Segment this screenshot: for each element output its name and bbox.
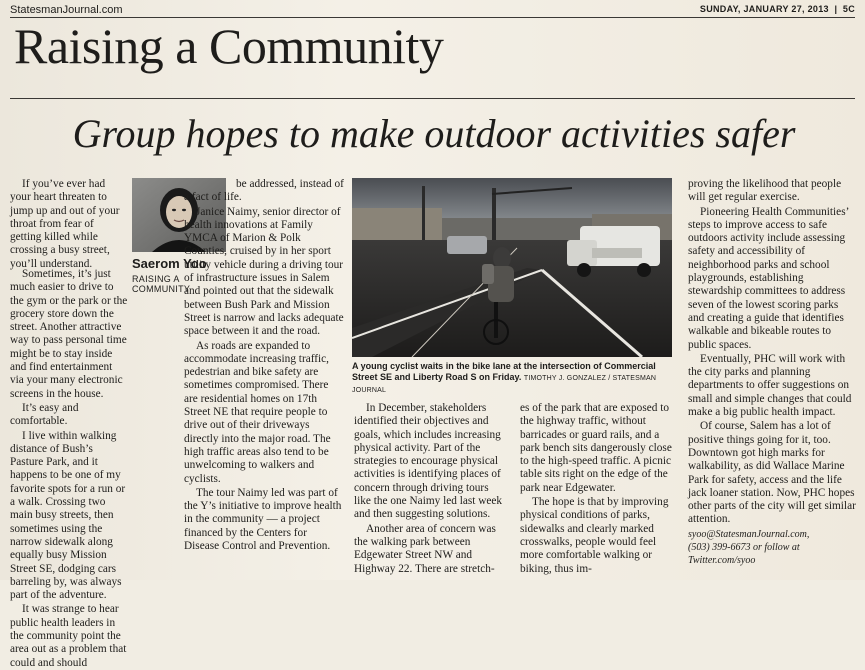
- caption-text: A young cyclist waits in the bike lane at the intersection of Commercial Street SE and Liberty Road S on Friday.: [352, 361, 656, 382]
- paragraph: Eventually, PHC will work with the city parks and planning departments to offer suggestions on small and simple changes that could make a big public health impact.: [688, 352, 852, 419]
- paragraph: I live within walking distance of Bush’s Pasture Park, and it happens to be one of my favorite spots for a run or a walk. Crossing two main busy streets, then sometimes using the narrow sidewalk along equally busy Mission Street SE, dodging cars barreling by, was always part of the adventure.: [10, 429, 126, 602]
- paragraph: As roads are expanded to accommodate increasing traffic, pedestrian and bike safety are sometimes compromised. There are residential homes on 17th Street NE that require people to drive out of their driveways directly into the major road. The high traffic areas also tend to be unwelcoming to walkers and cyclists.: [184, 339, 331, 485]
- author-tagline-line: COMMUNITY: [132, 284, 191, 294]
- column-3: [354, 402, 506, 576]
- column-1-top: [10, 178, 125, 271]
- paragraph: It was strange to hear public health leaders in the community point the area out as a problem that could and should: [10, 603, 127, 669]
- dateline: SUNDAY, JANUARY 27, 2013: [699, 4, 829, 14]
- column-1-continued: [10, 268, 128, 670]
- paragraph: The tour Naimy led was part of the Y’s initiative to improve health in the community — a project financed by the Centers for Disease Control and Prevention.: [184, 486, 342, 553]
- masthead-site: StatesmanJournal.com: [10, 4, 123, 16]
- paragraph: In December, stakeholders identified their objectives and goals, which includes increasing physical activity. Part of the strategies to encourage physical activities is identifying places of concern through driving tours like the one Naimy led last week and then suggesting solutions.: [354, 402, 503, 521]
- paragraph: The hope is that by improving physical conditions of parks, sidewalks and clearly marked crosswalks, people would feel more comfortable walking or biking, thus im-: [520, 496, 669, 575]
- paragraph: It’s easy and comfortable.: [10, 401, 79, 428]
- dateline-separator: |: [831, 4, 841, 14]
- paragraph: Of course, Salem has a lot of positive things going for it, too. Downtown got high marks for walkability, as did Wallace Marine Park for safety, access and the life jack loaner station. Now, PHC hopes other parts of the city will get similar attention.: [688, 420, 856, 526]
- author-contact: [688, 528, 856, 567]
- section-title: Raising a Community: [14, 18, 444, 74]
- paragraph: Pioneering Health Communities’ steps to improve access to safe outdoors activity include assessing safety and accessibility of neighborhood parks and school playgrounds, establishing stewardship committees to address seven of the lowest scoring parks and creating a guide that identifies walkable and bikeable routes to public spaces.: [688, 205, 849, 351]
- masthead-dateline: [700, 4, 855, 14]
- contact-email: syoo@StatesmanJournal.com,: [688, 529, 810, 540]
- column-4: [520, 402, 676, 576]
- paragraph: Another area of concern was the walking park between Edgewater Street NW and Highway 22. There are stretch-: [354, 522, 496, 575]
- contact-phone: (503) 399-6673 or follow at: [688, 542, 800, 553]
- photo-credit: TIMOTHY J. GONZALEZ / STATESMAN JOURNAL: [352, 375, 657, 394]
- paragraph: If you’ve ever had your heart threaten to jump up and out of your throat from fear of getting killed while crossing a busy street, you’ll understand.: [10, 178, 120, 270]
- page-number: 5C: [842, 4, 855, 14]
- paragraph: Janice Naimy, senior director of health innovations at Family YMCA of Marion & Polk Counties, cruised by in her sport utility vehicle during a driving tour of infrastructure issues in Salem and pointed out that the sidewalk between Bush Park and Mission Street is narrow and lacks adequate space between it and the road.: [184, 205, 344, 338]
- section-rule: [10, 98, 855, 99]
- contact-twitter: Twitter.com/syoo: [688, 555, 756, 566]
- headline: Group hopes to make outdoor activities safer: [72, 111, 796, 156]
- author-name: Saerom Yoo: [132, 256, 207, 271]
- paragraph: es of the park that are exposed to the highway traffic, without barricades or guard rails, and a park bench sits dangerously close to the high-speed traffic. A picnic table sits right on the edge of the park near Edgewater.: [520, 402, 672, 494]
- paragraph: proving the likelihood that people will get regular exercise.: [688, 178, 842, 204]
- photo-caption: [352, 361, 672, 396]
- cyclist-intersection-image: [352, 178, 672, 357]
- paragraph: be addressed, instead of a fact of life.: [184, 178, 344, 204]
- author-tagline-line: RAISING A: [132, 274, 180, 284]
- street-photo: [352, 178, 672, 357]
- column-2: [184, 178, 344, 553]
- column-5: [688, 178, 856, 527]
- paragraph: Sometimes, it’s just much easier to drive to the gym or the park or the grocery store down the street. Another attractive way to pass personal time might be to stay inside and find entertainment via your many electronic screens in the house.: [10, 268, 128, 400]
